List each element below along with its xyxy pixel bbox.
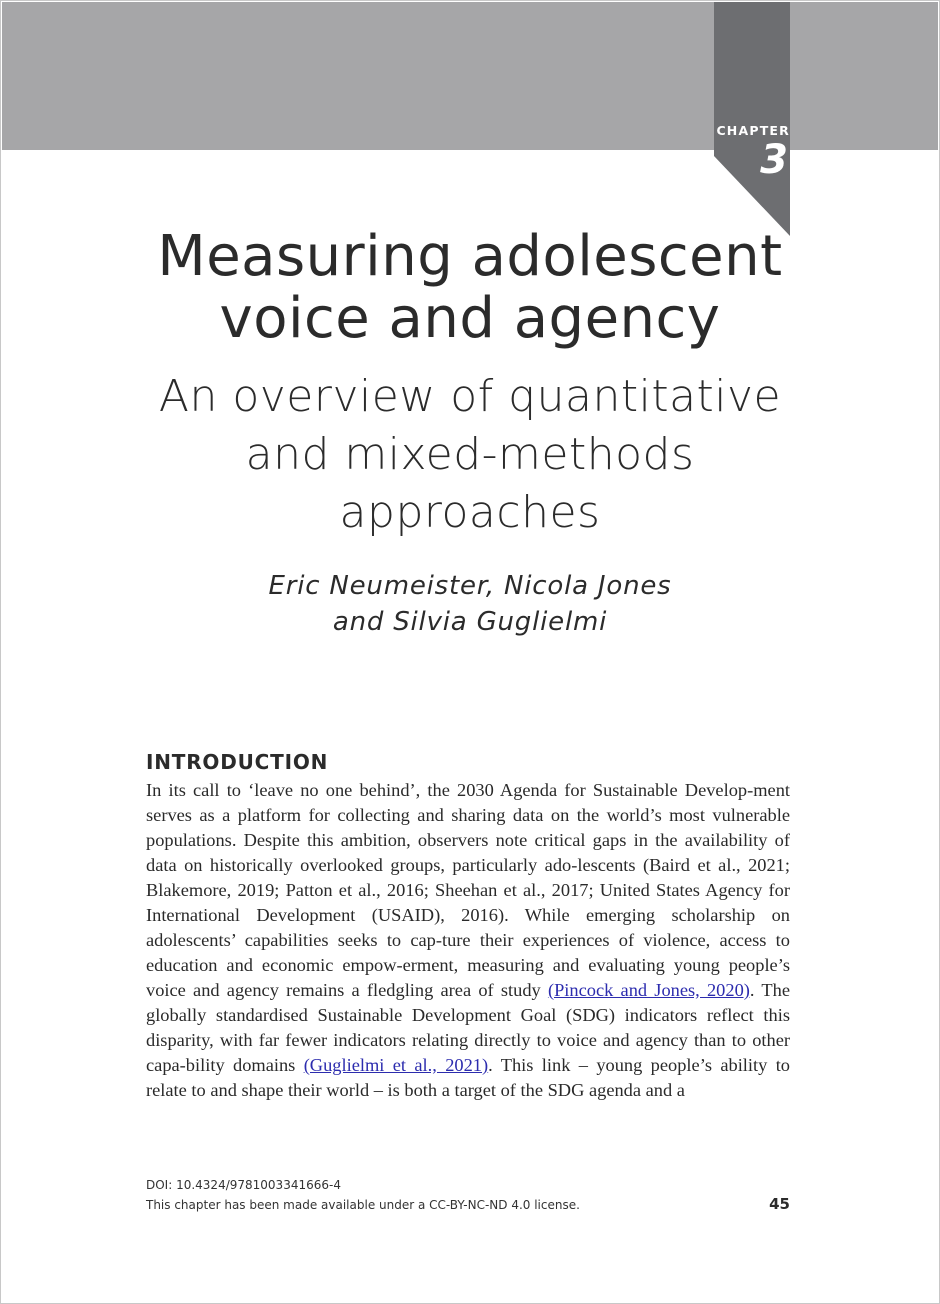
license-text: This chapter has been made available under a CC-BY-NC-ND 4.0 license. (146, 1198, 580, 1212)
section-heading: INTRODUCTION (146, 750, 329, 774)
page-number: 45 (769, 1195, 790, 1213)
chapter-label: CHAPTER (716, 123, 790, 138)
authors (120, 568, 820, 640)
citation-link-guglielmi[interactable]: (Guglielmi et al., 2021) (303, 1055, 489, 1075)
chapter-title (120, 226, 820, 350)
doi-text: DOI: 10.4324/9781003341666-4 (146, 1178, 341, 1192)
subtitle-line-2: and mixed-methods (245, 429, 695, 480)
title-line-1: Measuring adolescent (157, 224, 783, 289)
title-line-2: voice and agency (219, 286, 721, 351)
authors-line-1: Eric Neumeister, Nicola Jones (268, 571, 672, 601)
citation-link-pincock[interactable]: (Pincock and Jones, 2020) (547, 980, 750, 1000)
subtitle-line-3: approaches (339, 487, 601, 538)
chapter-tab (714, 2, 790, 236)
body-text-part-1: In its call to ‘leave no one behind’, the 2030 Agenda for Sustainable Develop-ment serves as a platform for collecting and sharing data on the world’s most vulnerable populations. Despite this ambition, observers note critical gaps in the availability of data on historically overlooked groups, particularly ado-lescents (Baird et al., 2021; Blakemore, 2019; Patton et al., 2016; Sheehan et al., 2017; United States Agency for International Development (USAID), 2016). While emerging scholarship on adolescents’ capabilities seeks to cap-ture their experiences of violence, access to education and economic empow-erment, measuring and evaluating young people’s voice and agency remains a fledgling area of study (146, 780, 790, 1000)
subtitle-line-1: An overview of quantitative (158, 371, 782, 422)
body-text-part-3: . This link – young people’s ability to relate to and shape their world – is both a target of the SDG agenda and a (146, 1055, 790, 1100)
body-paragraph (146, 778, 790, 1103)
chapter-subtitle (120, 368, 820, 542)
authors-line-2: and Silvia Guglielmi (332, 607, 608, 637)
header-band (2, 2, 938, 150)
chapter-number: 3 (760, 137, 788, 183)
body-text-part-2: . The globally standardised Sustainable Development Goal (SDG) indicators reflect this disparity, with far fewer indicators relating directly to voice and agency than to other capa-bility domains (146, 980, 790, 1075)
